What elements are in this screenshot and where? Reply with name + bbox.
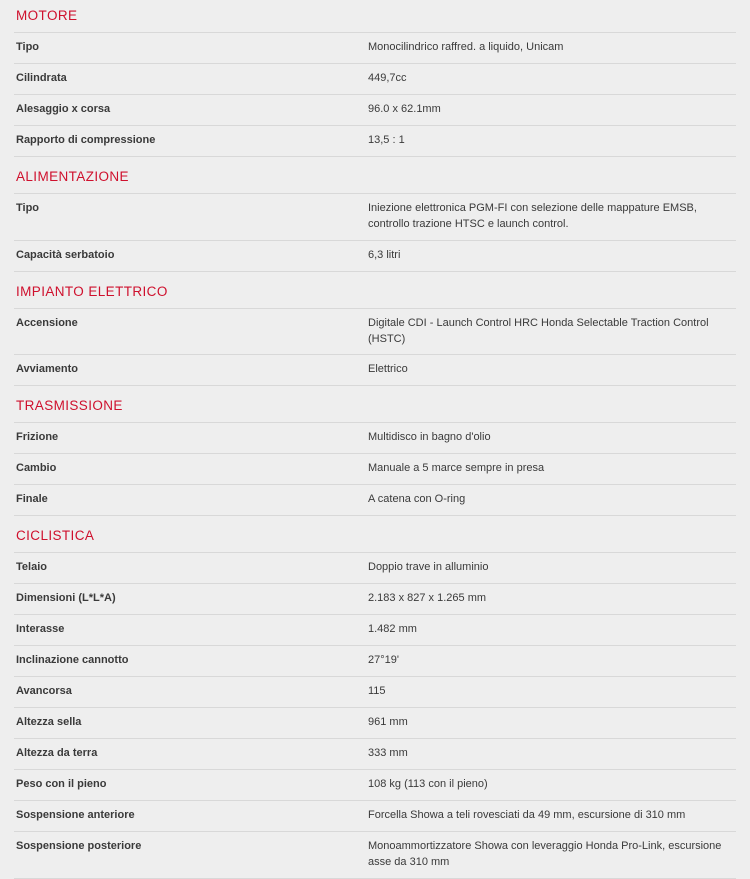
- spec-row: [14, 355, 736, 386]
- spec-section: [14, 516, 736, 878]
- spec-label: Finale: [16, 493, 48, 506]
- spec-value: 108 kg (113 con il pieno): [368, 777, 488, 790]
- spec-label: Tipo: [16, 41, 40, 53]
- spec-value: Manuale a 5 marce sempre in presa: [368, 462, 545, 475]
- spec-label: Tipo: [16, 201, 40, 214]
- spec-row: [14, 677, 736, 708]
- spec-row: [14, 646, 736, 677]
- spec-label: Sospensione posteriore: [16, 839, 142, 852]
- spec-row: [14, 95, 736, 126]
- spec-row-list: [14, 553, 736, 878]
- spec-section: [14, 386, 736, 516]
- spec-row-list: [14, 194, 736, 272]
- spec-value: 1.482 mm: [368, 623, 417, 636]
- spec-row: [14, 454, 736, 485]
- spec-label: Inclinazione cannotto: [16, 654, 129, 666]
- spec-value: Monoammortizzatore Showa con leveraggio Honda Pro-Link, escursione asse da 310 mm: [368, 839, 722, 868]
- spec-label: Cambio: [16, 462, 57, 475]
- spec-row: [14, 126, 736, 157]
- spec-value: Monocilindrico raffred. a liquido, Unicam: [368, 41, 564, 53]
- spec-row: [14, 309, 736, 356]
- spec-value: 13,5 : 1: [368, 133, 405, 146]
- spec-row: [14, 194, 736, 241]
- section-title: MOTORE: [14, 0, 736, 33]
- spec-value: Iniezione elettronica PGM-FI con selezione delle mappature EMSB, controllo trazione HTSC e launch control.: [368, 201, 697, 230]
- spec-label: Avancorsa: [16, 684, 72, 697]
- spec-value: 115: [368, 684, 386, 697]
- spec-row: [14, 423, 736, 454]
- spec-label: Sospensione anteriore: [16, 808, 135, 821]
- spec-label: Rapporto di compressione: [16, 133, 156, 146]
- spec-label: Telaio: [16, 561, 47, 574]
- spec-label: Avviamento: [16, 363, 78, 376]
- spec-value: A catena con O-ring: [368, 493, 466, 506]
- section-title: TRASMISSIONE: [14, 386, 736, 423]
- spec-row: [14, 739, 736, 770]
- spec-value: 333 mm: [368, 746, 408, 759]
- spec-value: 449,7cc: [368, 71, 407, 84]
- spec-label: Dimensioni (L*L*A): [16, 592, 116, 605]
- spec-label: Capacità serbatoio: [16, 248, 115, 261]
- spec-row: [14, 708, 736, 739]
- spec-row: [14, 33, 736, 64]
- spec-section: [14, 0, 736, 157]
- spec-value: Elettrico: [368, 363, 408, 376]
- spec-row: [14, 832, 736, 879]
- spec-label: Alesaggio x corsa: [16, 102, 111, 115]
- spec-row: [14, 64, 736, 95]
- spec-label: Peso con il pieno: [16, 777, 107, 790]
- spec-label: Altezza da terra: [16, 746, 98, 759]
- spec-label: Cilindrata: [16, 71, 67, 84]
- spec-value: Doppio trave in alluminio: [368, 561, 489, 574]
- spec-value: Digitale CDI - Launch Control HRC Honda Selectable Traction Control (HSTC): [368, 316, 709, 345]
- spec-value: 2.183 x 827 x 1.265 mm: [368, 592, 487, 605]
- section-title: IMPIANTO ELETTRICO: [14, 272, 736, 309]
- spec-row: [14, 615, 736, 646]
- spec-row: [14, 770, 736, 801]
- spec-label: Altezza sella: [16, 715, 82, 728]
- spec-section: [14, 157, 736, 272]
- spec-section: [14, 272, 736, 387]
- spec-row: [14, 553, 736, 584]
- spec-row: [14, 801, 736, 832]
- spec-value: 96.0 x 62.1mm: [368, 102, 441, 115]
- section-title: ALIMENTAZIONE: [14, 157, 736, 194]
- spec-row: [14, 241, 736, 272]
- spec-label: Interasse: [16, 623, 65, 636]
- spec-value: Forcella Showa a teli rovesciati da 49 mm, escursione di 310 mm: [368, 808, 686, 821]
- section-title: CICLISTICA: [14, 516, 736, 553]
- spec-row-list: [14, 33, 736, 157]
- spec-value: 6,3 litri: [368, 248, 401, 261]
- spec-value: Multidisco in bagno d'olio: [368, 431, 491, 444]
- spec-row: [14, 485, 736, 516]
- spec-row-list: [14, 309, 736, 387]
- spec-label: Frizione: [16, 431, 59, 444]
- spec-row: [14, 584, 736, 615]
- spec-value: 961 mm: [368, 715, 408, 728]
- spec-value: 27°19': [368, 654, 399, 666]
- spec-row-list: [14, 423, 736, 516]
- spec-label: Accensione: [16, 316, 78, 329]
